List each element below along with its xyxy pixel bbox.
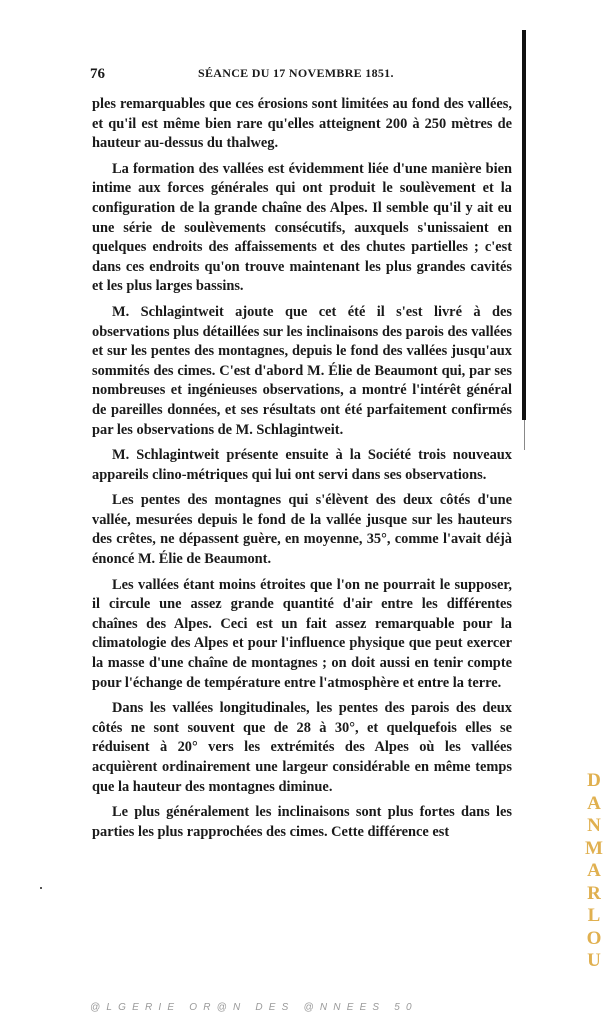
watermark-letter: O [586, 927, 602, 949]
watermark-letter: M [585, 837, 603, 859]
watermark-letter: D [587, 770, 601, 791]
watermark-letter: L [587, 905, 601, 926]
paragraph-2: La formation des vallées est évidemment liée d'une manière bien intime aux forces générales qui ont produit le soulèvement et la configuration de la grande chaîne des Alpes. Il semble qu'il y ait eu une série de soulèvements consécutifs, auxquels s'unissaient en quelques endroits des affaissements et des chutes partielles ; c'est dans ces endroits qu'on trouve maintenant les plus grandes cavités et les plus larges bassins. [92, 160, 512, 295]
paragraph-3: M. Schlagintweit ajoute que cet été il s'est livré à des observations plus détaillées sur les inclinaisons des parois des vallées et sur les pentes des montagnes, depuis le fond des vallées jusqu'aux sommités des cimes. C'est d'abord M. Élie de Beaumont qui, par ses nombreuses et ingénieuses observations, a montré l'intérêt général de pareilles données, et ses résultats ont été parfaitement confirmés par les observations de M. Schlagintweit. [92, 303, 512, 438]
paragraph-4: M. Schlagintweit présente ensuite à la Société trois nouveaux appareils clino-métriques qui lui ont servi dans ses observations. [92, 447, 512, 483]
paragraph-8: Le plus généralement les inclinaisons sont plus fortes dans les parties les plus rapprochées des cimes. Cette différence est [92, 804, 512, 840]
paragraph-1: ples remarquables que ces érosions sont limitées au fond des vallées, et qu'il est même bien rare qu'elles atteignent 200 à 250 mètres de hauteur au-dessus du thalweg. [92, 96, 512, 152]
watermark-letter: A [587, 792, 601, 814]
body-text [92, 95, 512, 842]
page-edge-shadow-thin [524, 420, 525, 450]
page-header [90, 66, 520, 86]
watermark-letter: A [587, 860, 601, 881]
vertical-watermark [584, 770, 604, 973]
scan-speck [40, 887, 42, 889]
page-edge-shadow [522, 30, 526, 420]
watermark-letter: U [587, 950, 601, 971]
paragraph-5: Les pentes des montagnes qui s'élèvent des deux côtés d'une vallée, mesurées depuis le fond de la vallée jusque sur les hauteurs des crêtes, ne dépassent guère, en moyenne, 35°, comme l'avait déjà énoncé M. Élie de Beaumont. [92, 492, 512, 568]
paragraph-7: Dans les vallées longitudinales, les pentes des parois des deux côtés ne sont souvent que de 28 à 30°, et quelquefois elles se réduisent à 20° vers les extrémités des Alpes où les vallées acquièrent ordinairement une largeur considérable en même temps que la hauteur des montagnes diminue. [92, 700, 512, 795]
watermark-letter: N [587, 815, 601, 836]
page-number: 76 [90, 66, 105, 82]
paragraph-6: Les vallées étant moins étroites que l'on ne pourrait le supposer, il circule une assez grande quantité d'air entre les différentes chaînes des Alpes. Ceci est un fait assez remarquable pour la climatologie des Alpes et pour l'influence physique que peut exercer la masse d'une chaîne de montagnes ; on doit aussi en tenir compte pour l'échange de température entre l'atmosphère et entre la terre. [92, 576, 512, 691]
running-head: SÉANCE DU 17 NOVEMBRE 1851. [198, 66, 394, 80]
footer-watermark: @LGERIE OR@N DES @NNEES 50 [90, 1002, 418, 1013]
watermark-letter: R [587, 882, 601, 904]
